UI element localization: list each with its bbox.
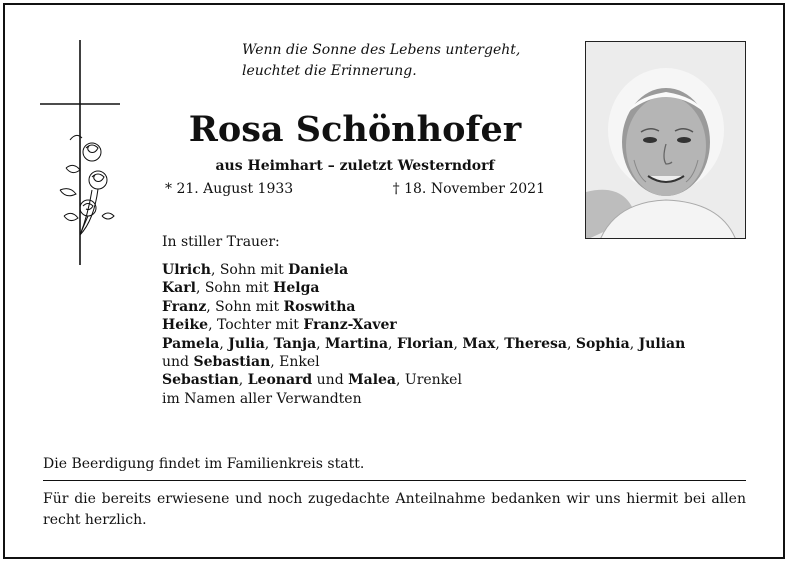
- mourner-line: [162, 298, 685, 316]
- deceased-name: Rosa Schönhofer: [188, 109, 522, 150]
- conjunction: und: [312, 372, 349, 389]
- mourner-relation: , Sohn mit: [195, 280, 274, 297]
- great-grandchildren-line: [162, 371, 685, 389]
- mourner-name: Franz: [162, 298, 207, 315]
- divider: [43, 480, 746, 481]
- mourner-name: Heike: [162, 317, 209, 334]
- grandchild-name: Theresa: [504, 335, 567, 352]
- mourner-line: [162, 316, 685, 334]
- relation-suffix: , Enkel: [270, 354, 320, 371]
- motto-line-2: leuchtet die Erinnerung.: [242, 63, 417, 79]
- birth-date: * 21. August 1933: [165, 181, 294, 197]
- grandchildren-line-2: [162, 353, 685, 371]
- great-grandchild-name: Malea: [348, 372, 396, 389]
- grandchild-name: Sophia: [575, 335, 630, 352]
- grandchild-name: Martina: [325, 335, 389, 352]
- separator: ,: [629, 335, 639, 352]
- separator: ,: [453, 335, 463, 352]
- grandchild-name: Julian: [638, 335, 686, 352]
- mourner-relation: , Tochter mit: [208, 317, 304, 334]
- mourner-name: Karl: [162, 280, 196, 297]
- mourner-partner: Daniela: [288, 262, 349, 278]
- grandchild-name: Pamela: [162, 335, 220, 352]
- mourner-partner: Helga: [273, 280, 320, 297]
- mourner-name: Ulrich: [162, 262, 211, 278]
- conjunction: und: [162, 354, 194, 371]
- great-grandchild-name: Sebastian: [162, 372, 239, 389]
- grandchild-name: Tanja: [273, 335, 317, 352]
- mourner-line: [162, 261, 685, 279]
- grandchild-name: Sebastian: [193, 354, 271, 371]
- great-grandchild-name: Leonard: [247, 372, 313, 389]
- motto-line-1: Wenn die Sonne des Lebens untergeht,: [242, 42, 521, 58]
- grandchild-name: Florian: [396, 335, 454, 352]
- deceased-origin: aus Heimhart – zuletzt Westerndorf: [215, 158, 495, 174]
- mourner-line: [162, 279, 685, 297]
- separator: ,: [219, 335, 229, 352]
- grandchild-name: Julia: [228, 335, 265, 352]
- thanks-note: Für die bereits erwiesene und noch zugedachte Anteilnahme bedanken wir uns hiermit bei allen recht herzlich.: [43, 491, 746, 528]
- mourner-partner: Franz-Xaver: [303, 317, 397, 334]
- mourner-relation: , Sohn mit: [206, 298, 284, 315]
- separator: ,: [238, 372, 248, 389]
- death-date: † 18. November 2021: [392, 181, 545, 197]
- cross-with-roses-icon: [40, 40, 120, 265]
- motto: [242, 40, 520, 82]
- grandchildren-line: [162, 335, 685, 353]
- separator: ,: [566, 335, 576, 352]
- grandchild-name: Max: [462, 335, 496, 352]
- separator: ,: [264, 335, 274, 352]
- mourners-closing: im Namen aller Verwandten: [162, 390, 362, 407]
- relation-suffix: , Urenkel: [396, 372, 462, 389]
- mourners-list: [162, 261, 685, 408]
- funeral-note: Die Beerdigung findet im Familienkreis statt.: [43, 456, 365, 472]
- separator: ,: [388, 335, 397, 352]
- mourners-intro: In stiller Trauer:: [162, 234, 280, 250]
- mourner-partner: Roswitha: [283, 298, 356, 315]
- life-dates: [165, 181, 545, 197]
- mourner-relation: , Sohn mit: [210, 262, 289, 278]
- separator: ,: [316, 335, 326, 352]
- separator: ,: [495, 335, 505, 352]
- portrait-photo: [585, 41, 746, 239]
